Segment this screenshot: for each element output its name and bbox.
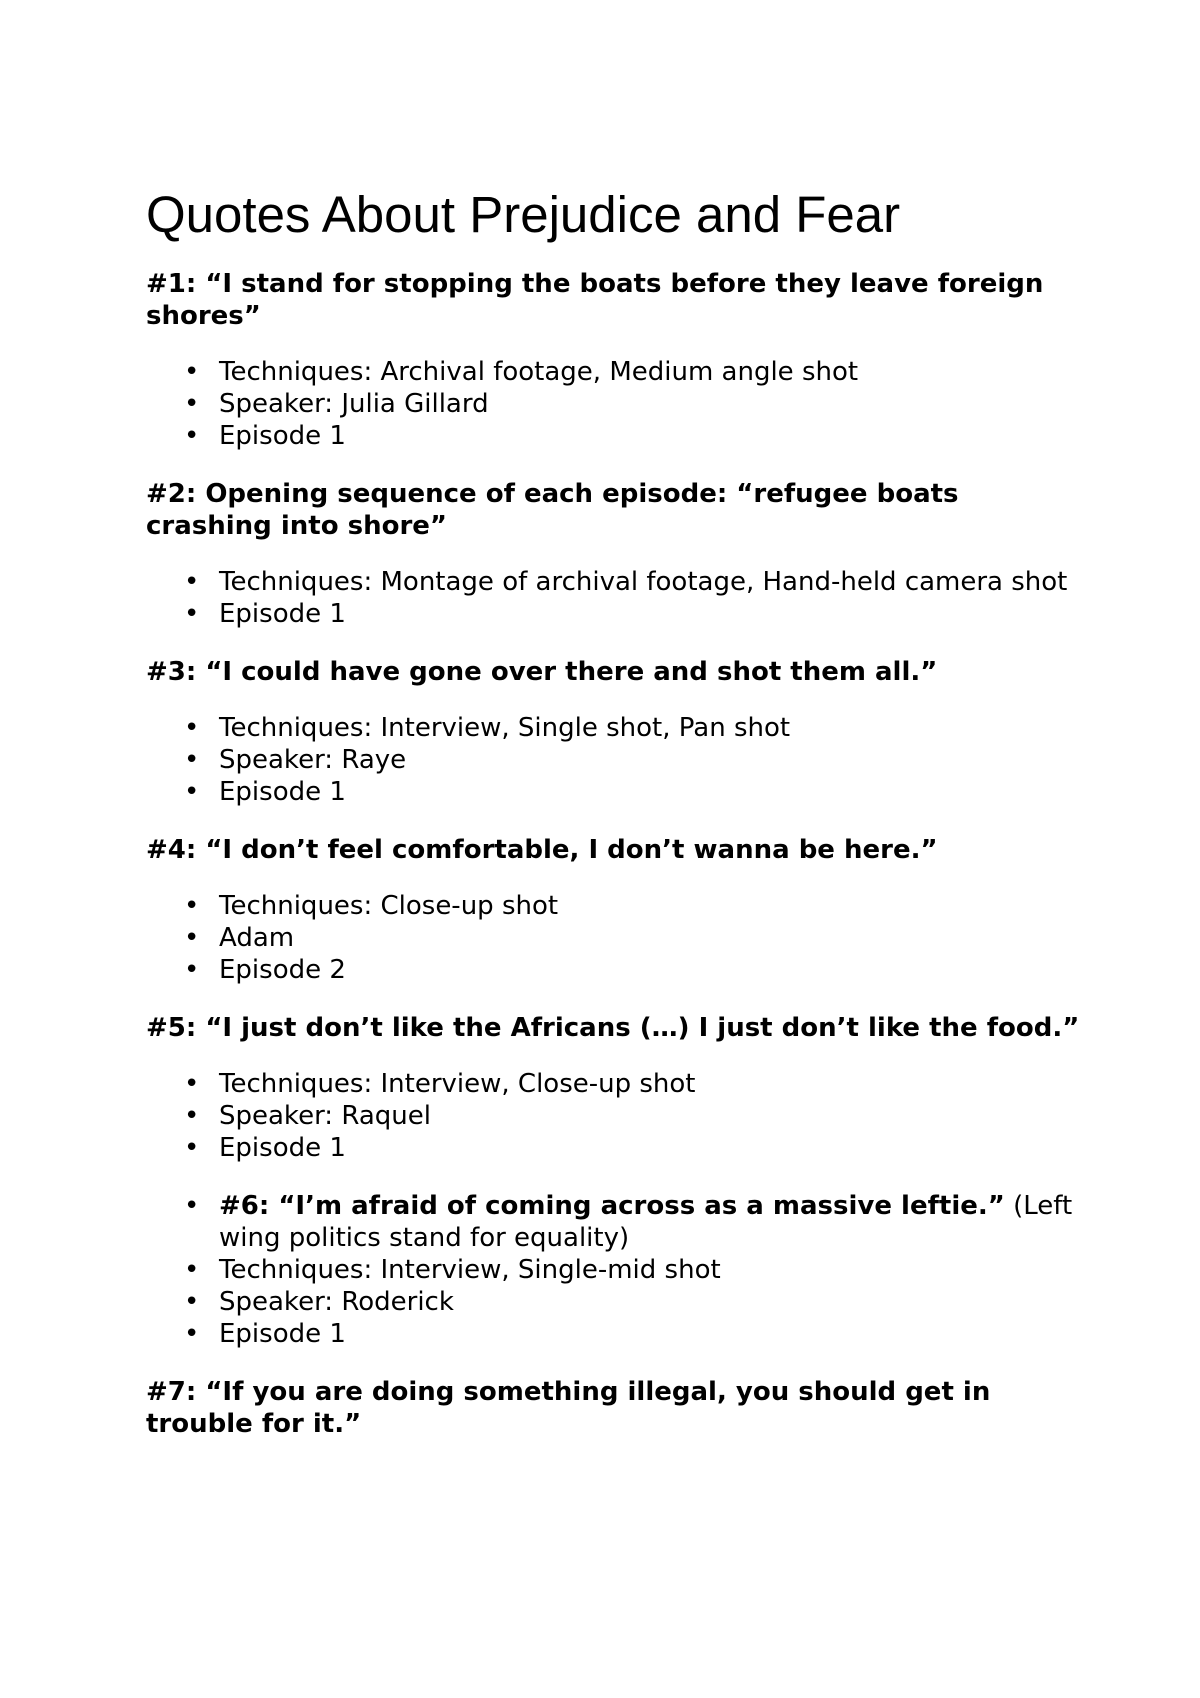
list-item-text: Techniques: Close-up shot	[219, 891, 559, 921]
bullet-icon: •	[184, 777, 200, 807]
list-item	[146, 356, 1086, 388]
list-item-text: Episode 1	[219, 1133, 346, 1163]
list-item	[146, 954, 1086, 986]
list-item-text: Techniques: Montage of archival footage, Hand-held camera shot	[219, 567, 1068, 597]
list-item	[146, 744, 1086, 776]
list-item	[146, 922, 1086, 954]
quote-note-6: (Left wing politics stand for equality)	[219, 1191, 1073, 1253]
bullet-icon: •	[184, 1255, 200, 1285]
quote-heading-7: #7: “If you are doing something illegal, you should get in trouble for it.”	[146, 1377, 991, 1439]
quote-details-1	[146, 356, 1086, 452]
quote-heading-4: #4: “I don’t feel comfortable, I don’t wanna be here.”	[146, 835, 938, 865]
list-item	[146, 1318, 1086, 1350]
bullet-icon: •	[184, 389, 200, 419]
bullet-icon: •	[184, 713, 200, 743]
list-item-text: Episode 1	[219, 777, 346, 807]
list-item-text: Speaker: Julia Gillard	[219, 389, 489, 419]
list-item-text: Techniques: Interview, Close-up shot	[219, 1069, 696, 1099]
bullet-icon: •	[184, 599, 200, 629]
quote-details-4	[146, 890, 1086, 986]
list-item-text: Speaker: Raye	[219, 745, 407, 775]
list-item-text: Techniques: Interview, Single shot, Pan shot	[219, 713, 791, 743]
quote-heading-3: #3: “I could have gone over there and shot them all.”	[146, 657, 938, 687]
document-page	[146, 186, 1086, 1464]
quote-heading-6: #6: “I’m afraid of coming across as a massive leftie.”	[219, 1191, 1005, 1221]
bullet-icon: •	[184, 357, 200, 387]
document-title: Quotes About Prejudice and Fear	[146, 186, 901, 243]
bullet-icon: •	[184, 1319, 200, 1349]
bullet-icon: •	[184, 567, 200, 597]
list-item-text: Techniques: Interview, Single-mid shot	[219, 1255, 721, 1285]
list-item	[146, 1100, 1086, 1132]
list-item	[146, 420, 1086, 452]
bullet-icon: •	[184, 745, 200, 775]
list-item-text: Episode 2	[219, 955, 346, 985]
list-item-text: Episode 1	[219, 1319, 346, 1349]
list-item-text: Techniques: Archival footage, Medium angle shot	[219, 357, 859, 387]
list-item	[146, 1068, 1086, 1100]
quote-details-6	[146, 1190, 1086, 1350]
quote-details-3	[146, 712, 1086, 808]
bullet-icon: •	[184, 1191, 200, 1221]
list-item	[146, 1254, 1086, 1286]
list-item	[146, 598, 1086, 630]
list-item-text: Episode 1	[219, 421, 346, 451]
list-item	[146, 388, 1086, 420]
list-item	[146, 1132, 1086, 1164]
quote-heading-1: #1: “I stand for stopping the boats before they leave foreign shores”	[146, 269, 1044, 331]
list-item-text: Episode 1	[219, 599, 346, 629]
bullet-icon: •	[184, 1287, 200, 1317]
bullet-icon: •	[184, 421, 200, 451]
bullet-icon: •	[184, 923, 200, 953]
list-item-text: Speaker: Raquel	[219, 1101, 431, 1131]
bullet-icon: •	[184, 955, 200, 985]
list-item	[146, 1286, 1086, 1318]
bullet-icon: •	[184, 891, 200, 921]
bullet-icon: •	[184, 1133, 200, 1163]
bullet-icon: •	[184, 1069, 200, 1099]
list-item-text: Speaker: Roderick	[219, 1287, 454, 1317]
list-item	[146, 566, 1086, 598]
bullet-icon: •	[184, 1101, 200, 1131]
list-item	[146, 776, 1086, 808]
list-item	[146, 1190, 1086, 1254]
quote-heading-2: #2: Opening sequence of each episode: “refugee boats crashing into shore”	[146, 479, 959, 541]
quote-details-5	[146, 1068, 1086, 1164]
list-item-text: Adam	[219, 923, 295, 953]
quote-heading-5: #5: “I just don’t like the Africans (…) I just don’t like the food.”	[146, 1013, 1080, 1043]
quote-details-2	[146, 566, 1086, 630]
list-item	[146, 712, 1086, 744]
list-item	[146, 890, 1086, 922]
